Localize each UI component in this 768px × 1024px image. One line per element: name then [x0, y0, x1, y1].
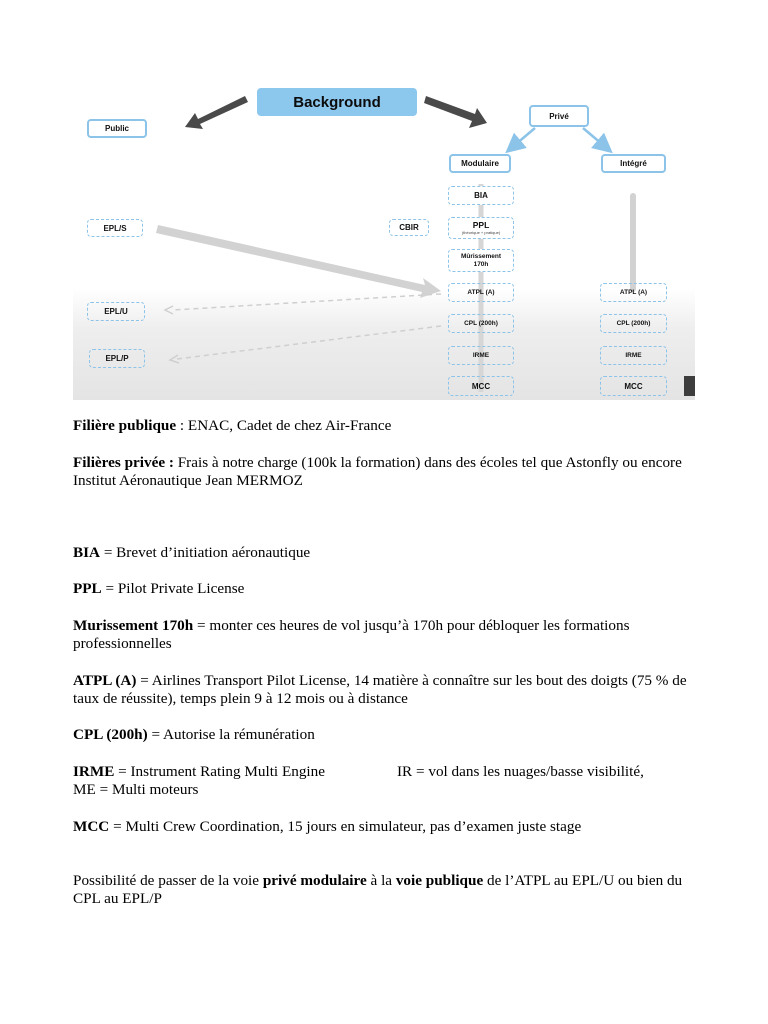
epl-u-box: EPL/U: [87, 302, 145, 321]
prive-box: Privé: [529, 105, 589, 127]
arrow-to-prive: [424, 96, 487, 128]
cpl-modulaire-box: CPL (200h): [448, 314, 514, 333]
ppl-definition: [73, 580, 703, 598]
filiere-publique-line: [73, 417, 703, 435]
irme-integre-box: IRME: [600, 346, 667, 365]
murissement-def-text: = monter ces heures de vol jusqu’à 170h pour débloquer les formations professionnelles: [73, 617, 630, 652]
possibilite-part-1: Possibilité de passer de la voie: [73, 872, 263, 889]
murissement-definition: [73, 617, 703, 653]
possibilite-part-2: à la: [366, 872, 396, 889]
ppl-def-label: PPL: [73, 580, 102, 597]
bia-label: BIA: [73, 544, 101, 561]
atpl-integre-box: ATPL (A): [600, 283, 667, 302]
murissement-box: [448, 249, 514, 272]
mcc-def-label: MCC: [73, 818, 110, 835]
public-box: Public: [87, 119, 147, 138]
irme-def-label: IRME: [73, 763, 115, 780]
arrow-atpl-eplu: [173, 294, 441, 310]
bia-box: BIA: [448, 186, 514, 205]
epl-p-box: EPL/P: [89, 349, 145, 368]
atpl-def-label: ATPL (A): [73, 672, 137, 689]
irme-me-text: ME = Multi moteurs: [73, 781, 199, 798]
arrow-prive-integre: [583, 128, 609, 150]
cpl-definition: [73, 726, 703, 744]
ppl-def-text: = Pilot Private License: [101, 580, 245, 597]
ppl-box: [448, 217, 514, 239]
possibilite-part-3: de l’ATPL au EPL/U ou bien du CPL au EPL/P: [73, 872, 683, 907]
atpl-modulaire-box: ATPL (A): [448, 283, 514, 302]
pathway-diagram: [73, 84, 695, 400]
atpl-definition: [73, 672, 703, 708]
murissement-label: Mûrissement: [460, 253, 502, 261]
bia-definition: [73, 544, 703, 562]
bia-text: = Brevet d’initiation aéronautique: [100, 544, 311, 561]
mcc-modulaire-box: MCC: [448, 376, 514, 396]
irme-definition: [73, 763, 703, 799]
epl-s-box: EPL/S: [87, 219, 143, 237]
cbir-box: CBIR: [389, 219, 429, 236]
cpl-integre-box: CPL (200h): [600, 314, 667, 333]
murissement-hours: 170h: [473, 260, 489, 268]
arrow-cpl-eplp: [177, 326, 441, 359]
ppl-sub: (théorique + pratique): [461, 229, 501, 235]
possibilite-bold-2: voie publique: [395, 872, 484, 889]
ppl-label: PPL: [472, 219, 490, 230]
irme-ir-text: IR = vol dans les nuages/basse visibilité,: [397, 763, 644, 780]
cpl-def-text: = Autorise la rémunération: [147, 726, 315, 743]
irme-modulaire-box: IRME: [448, 346, 514, 365]
filiere-privee-label: Filières privée :: [73, 454, 174, 471]
slide-corner-marker: [684, 376, 695, 396]
possibilite-paragraph: [73, 872, 703, 908]
filiere-publique-label: Filière publique: [73, 417, 177, 434]
mcc-def-text: = Multi Crew Coordination, 15 jours en simulateur, pas d’examen juste stage: [109, 818, 582, 835]
irme-def-text: = Instrument Rating Multi Engine: [114, 763, 325, 780]
integre-box: Intégré: [601, 154, 666, 173]
diagram-title: Background: [257, 88, 417, 116]
murissement-def-label: Murissement 170h: [73, 617, 194, 634]
filiere-privee-paragraph: [73, 454, 703, 490]
filiere-privee-text: Frais à notre charge (100k la formation) dans des écoles tel que Astonfly ou encore Institut Aéronautique Jean MERMOZ: [73, 454, 682, 489]
mcc-definition: [73, 818, 703, 836]
arrow-prive-modulaire: [509, 128, 535, 150]
possibilite-bold-1: privé modulaire: [262, 872, 367, 889]
mcc-integre-box: MCC: [600, 376, 667, 396]
modulaire-box: Modulaire: [449, 154, 511, 173]
filiere-publique-text: : ENAC, Cadet de chez Air-France: [176, 417, 392, 434]
cpl-def-label: CPL (200h): [73, 726, 148, 743]
arrow-to-public: [185, 96, 248, 129]
atpl-def-text: = Airlines Transport Pilot License, 14 matière à connaître sur les bout des doigts (75 % de taux de réussite), temps plein 9 à 12 mois ou à distance: [73, 672, 687, 707]
